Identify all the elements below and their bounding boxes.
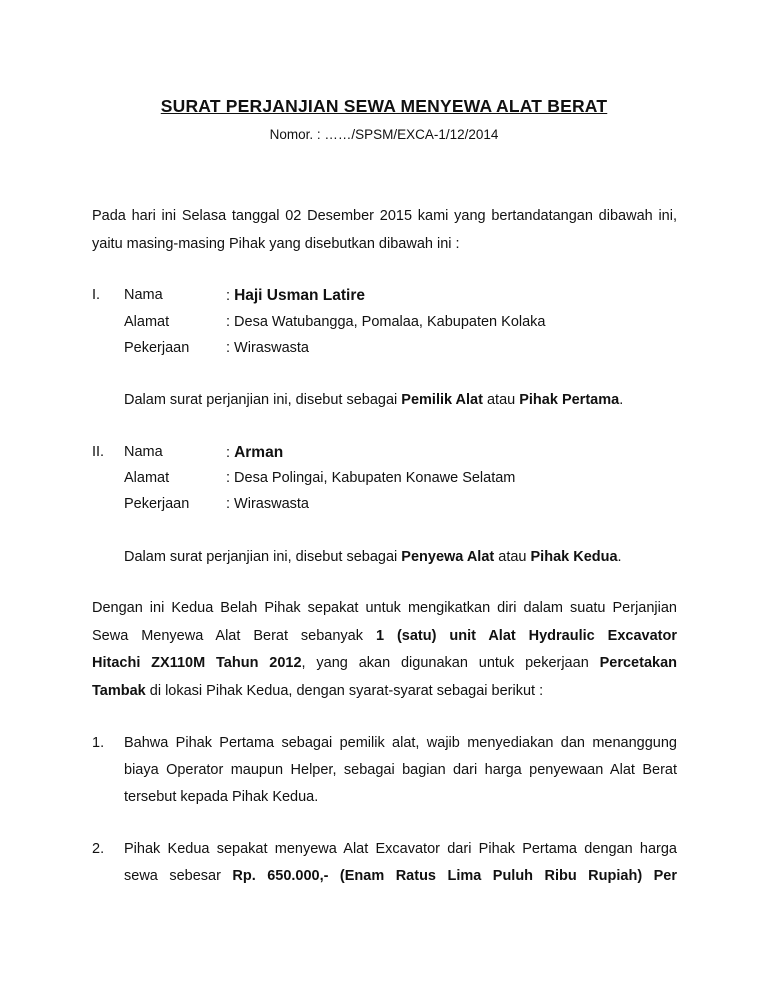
clause-1-line-2: biaya Operator maupun Helper, sebagai bagian dari harga penyewaan Alat Berat <box>124 762 677 778</box>
clause-2-line-1: Pihak Kedua sepakat menyewa Alat Excavator dari Pihak Pertama dengan harga <box>124 841 677 857</box>
document-number: Nomor. : ……/SPSM/EXCA-1/12/2014 <box>269 127 499 142</box>
party1-desc-end: . <box>619 392 624 408</box>
clause-2-price: Rp. 650.000,- (Enam Ratus Lima Puluh Ribu Rupiah) Per <box>232 868 677 884</box>
party2-role2: Pihak Kedua <box>530 549 618 565</box>
party1-alamat-value: : Desa Watubangga, Pomalaa, Kabupaten Kolaka <box>226 314 546 330</box>
agreement-line-4 <box>92 683 677 699</box>
party2-desc-end: . <box>617 549 622 565</box>
party2-pekerjaan-label: Pekerjaan <box>124 496 190 512</box>
agreement-l3-mid: , yang akan digunakan untuk pekerjaan <box>301 655 600 671</box>
party2-pekerjaan-value: : Wiraswasta <box>226 496 309 512</box>
party2-role1: Penyewa Alat <box>401 549 495 565</box>
clause-2-line-2 <box>124 868 677 884</box>
party2-alamat-label: Alamat <box>124 470 170 486</box>
party1-role1: Pemilik Alat <box>401 392 483 408</box>
party1-desc-pre: Dalam surat perjanjian ini, disebut sebagai <box>124 392 402 408</box>
party1-alamat-label: Alamat <box>124 314 170 330</box>
intro-line-2: yaitu masing-masing Pihak yang disebutkan dibawah ini : <box>92 236 460 252</box>
agreement-l2-pre: Sewa Menyewa Alat Berat sebanyak <box>92 628 376 644</box>
party1-pekerjaan-label: Pekerjaan <box>124 340 190 356</box>
agreement-work: Percetakan <box>599 655 677 671</box>
intro-line-1: Pada hari ini Selasa tanggal 02 Desember 2015 kami yang bertandatangan dibawah ini, <box>92 208 677 224</box>
party2-description <box>124 549 677 565</box>
party1-pekerjaan-value: : Wiraswasta <box>226 340 309 356</box>
clause-1-number: 1. <box>92 735 105 751</box>
agreement-unit: 1 (satu) unit Alat Hydraulic Excavator <box>375 628 677 644</box>
party2-alamat-value: : Desa Polingai, Kabupaten Konawe Selatam <box>226 470 516 486</box>
clause-1-line-3: tersebut kepada Pihak Kedua. <box>124 789 319 805</box>
party1-role2: Pihak Pertama <box>519 392 620 408</box>
agreement-work-2: Tambak <box>92 683 146 699</box>
agreement-line-2 <box>92 628 677 644</box>
party1-description <box>124 392 677 408</box>
colon: : <box>226 288 235 304</box>
party2-desc-mid: atau <box>494 549 531 565</box>
party2-nama-field <box>226 444 283 462</box>
party2-nama-label: Nama <box>124 444 163 460</box>
agreement-l4-rest: di lokasi Pihak Kedua, dengan syarat-syarat sebagai berikut : <box>145 683 544 699</box>
party1-nama-field <box>226 287 365 305</box>
clause-1-line-1: Bahwa Pihak Pertama sebagai pemilik alat, wajib menyediakan dan menanggung <box>124 735 677 751</box>
clause-2-l2-pre: sewa sebesar <box>124 868 233 884</box>
document-title: SURAT PERJANJIAN SEWA MENYEWA ALAT BERAT <box>160 96 608 116</box>
party1-desc-mid: atau <box>482 392 520 408</box>
agreement-model: Hitachi ZX110M Tahun 2012 <box>92 655 302 671</box>
party2-desc-pre: Dalam surat perjanjian ini, disebut sebagai <box>124 549 402 565</box>
clause-2-number: 2. <box>92 841 105 857</box>
party1-nama-label: Nama <box>124 287 163 303</box>
party2-number: II. <box>92 444 105 460</box>
party2-nama-value: Arman <box>234 444 284 461</box>
agreement-line-3 <box>92 655 677 671</box>
colon: : <box>226 445 235 461</box>
party1-nama-value: Haji Usman Latire <box>234 287 365 304</box>
party1-number: I. <box>92 287 101 303</box>
agreement-line-1: Dengan ini Kedua Belah Pihak sepakat untuk mengikatkan diri dalam suatu Perjanjian <box>92 600 677 616</box>
